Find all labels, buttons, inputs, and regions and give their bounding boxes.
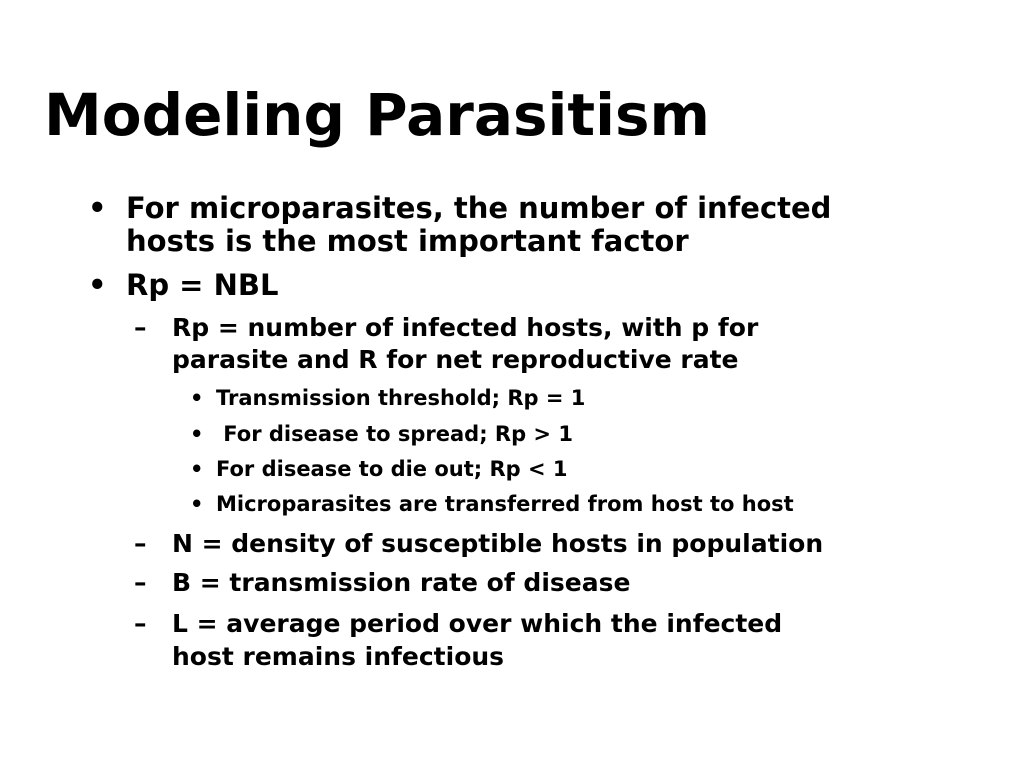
bullet-text-line: Rp = NBL bbox=[126, 268, 279, 302]
bullet-icon: • bbox=[190, 492, 204, 516]
bullet-text-line: For microparasites, the number of infected bbox=[126, 191, 832, 225]
dash-icon: – bbox=[134, 313, 147, 342]
sub-sub-bullet-text: Transmission threshold; Rp = 1 bbox=[216, 386, 586, 410]
sub-bullet-text-line: host remains infectious bbox=[172, 642, 505, 671]
bullet-icon: • bbox=[190, 422, 204, 446]
sub-sub-bullet-text: Microparasites are transferred from host to host bbox=[216, 492, 794, 516]
dash-icon: – bbox=[134, 568, 147, 597]
bullet-icon: • bbox=[88, 268, 107, 302]
bullet-icon: • bbox=[190, 457, 204, 481]
sub-bullet-text-line: Rp = number of infected hosts, with p for bbox=[172, 313, 759, 342]
sub-bullet-text-line: L = average period over which the infected bbox=[172, 609, 783, 638]
dash-icon: – bbox=[134, 529, 147, 558]
dash-icon: – bbox=[134, 609, 147, 638]
sub-bullet-text-line: parasite and R for net reproductive rate bbox=[172, 345, 739, 374]
sub-bullet-text-line: N = density of susceptible hosts in population bbox=[172, 529, 824, 558]
sub-bullet-text-line: B = transmission rate of disease bbox=[172, 568, 631, 597]
slide-title: Modeling Parasitism bbox=[44, 81, 710, 149]
bullet-icon: • bbox=[190, 386, 204, 410]
bullet-text-line: hosts is the most important factor bbox=[126, 224, 689, 258]
bullet-icon: • bbox=[88, 191, 107, 225]
sub-sub-bullet-text: For disease to die out; Rp < 1 bbox=[216, 457, 568, 481]
sub-sub-bullet-text: For disease to spread; Rp > 1 bbox=[216, 422, 573, 446]
